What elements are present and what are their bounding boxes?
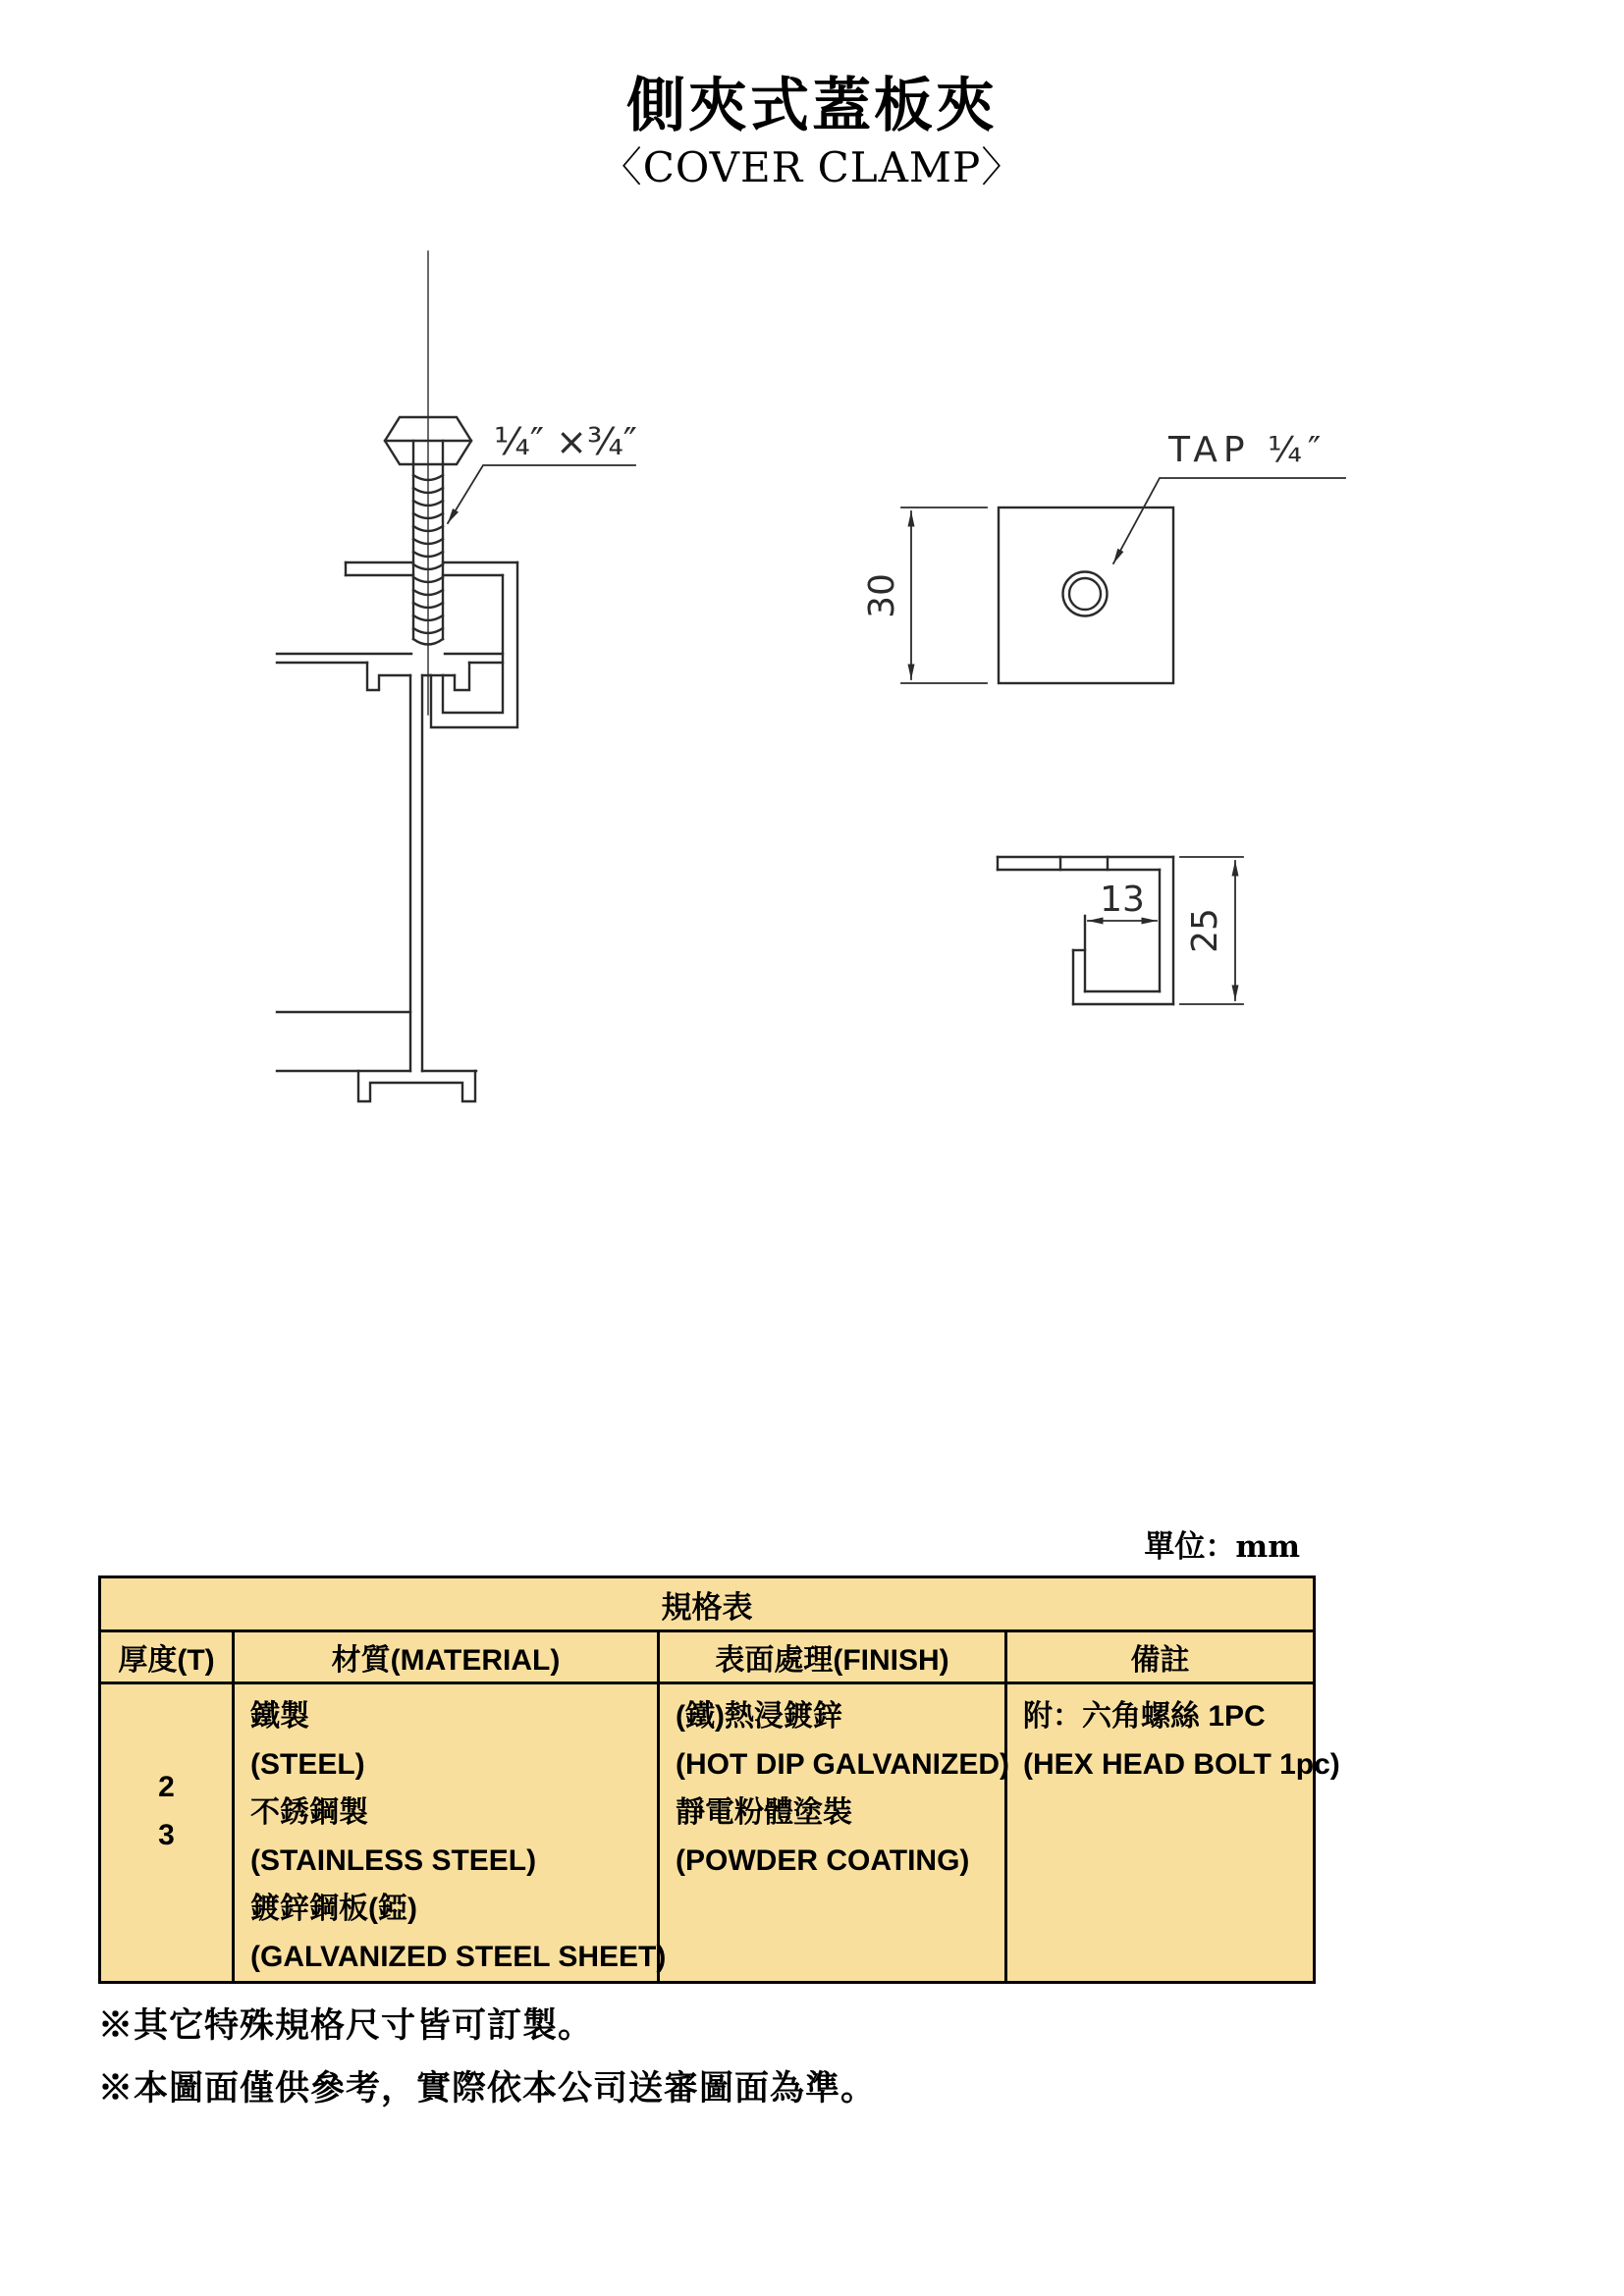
material-line: (STEEL) [250,1748,365,1781]
footnote-custom-sizes: ※其它特殊規格尺寸皆可訂製。 [98,2005,594,2046]
finish-line: (鐵)熱浸鍍鋅 [676,1700,842,1733]
col-header-thickness: 厚度(T) [100,1631,234,1683]
dim-25-label: 25 [1185,908,1225,953]
plan-view [901,478,1345,683]
tapped-hole-inner [1069,578,1101,610]
cell-thickness [100,1683,234,1983]
finish-line: (HOT DIP GALVANIZED) [676,1748,1009,1781]
material-line: (GALVANIZED STEEL SHEET) [250,1941,667,1973]
dim-13-label: 13 [1100,880,1145,920]
cell-material [234,1683,667,1983]
notes-line: (HEX HEAD BOLT 1pc) [1023,1748,1340,1781]
cover-sheet [277,654,503,663]
section-view [277,251,635,1101]
bolt-spec-label: ¼″ ×¾″ [494,420,637,463]
col-header-finish: 表面處理(FINISH) [659,1631,1006,1683]
cell-finish [659,1683,1009,1983]
material-line: (STAINLESS STEEL) [250,1844,537,1877]
col-header-material: 材質(MATERIAL) [234,1631,659,1683]
col-header-notes: 備註 [1006,1631,1315,1683]
unit-label: 單位：mm [1144,1529,1300,1565]
page-subtitle: 〈COVER CLAMP〉 [600,143,1024,191]
material-line: 不銹鋼製 [250,1796,368,1829]
square-plate [999,507,1173,683]
spec-table-title: 規格表 [100,1577,1315,1631]
material-line: 鍍鋅鋼板(錏) [250,1893,417,1925]
spec-table [98,1575,1340,1980]
cell-notes [1006,1683,1340,1983]
dim-30-label: 30 [862,573,902,618]
thickness-value: 3 [158,1819,175,1851]
page-title: 側夾式蓋板夾 [626,72,998,140]
thickness-value: 2 [158,1771,175,1803]
tap-label: TAP ¼″ [1168,430,1327,470]
finish-line: 靜電粉體塗裝 [676,1796,852,1829]
footnote-reference-only: ※本圖面僅供參考，實際依本公司送審圖面為準。 [98,2068,877,2109]
bolt-leader-line [448,465,635,523]
finish-line: (POWDER COATING) [676,1844,970,1877]
tap-leader-line [1113,478,1345,563]
flange-tick-marks [1060,857,1108,870]
material-line: 鐵製 [250,1700,309,1733]
dim-30-extension-lines [901,507,987,683]
notes-line: 附：六角螺絲 1PC [1023,1700,1266,1733]
